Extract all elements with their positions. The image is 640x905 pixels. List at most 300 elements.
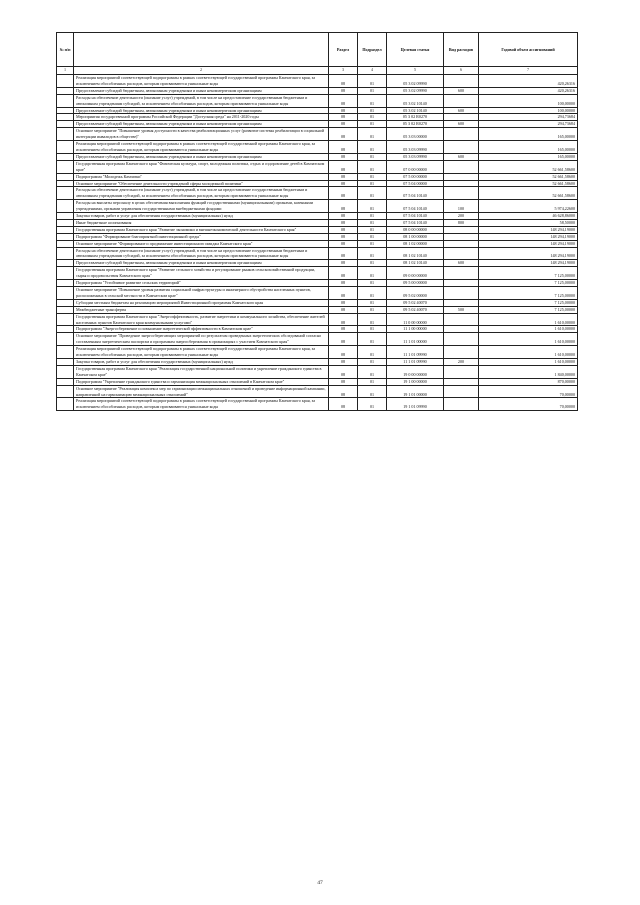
cell-expense-type	[444, 378, 479, 385]
cell-expense-type	[444, 247, 479, 260]
cell-expense-type	[444, 333, 479, 346]
table-row	[57, 333, 578, 346]
cell-name	[74, 226, 329, 233]
row-description: Основное мероприятие "Повышение уровня развития социальной инфраструктуры и инженерного обустройства населенных пунктов, расположенных в сельской местности в Камчатском крае"	[76, 287, 311, 298]
cell-podrazdel: 01	[358, 260, 387, 267]
cell-target-article: 05 3 03 09990	[387, 153, 444, 160]
cell-expense-type	[444, 398, 479, 411]
cell-name	[74, 107, 329, 114]
cell-target-article: 07 5 04 00000	[387, 180, 444, 187]
cell-target-article: 07 5 04 10140	[387, 219, 444, 226]
table-row	[57, 213, 578, 220]
cell-expense-type	[444, 114, 479, 121]
cell-annual-amount: 70,00000	[479, 398, 578, 411]
cell-razdel: 08	[329, 187, 358, 200]
table-row	[57, 200, 578, 213]
cell-target-article: 05 3 02 09990	[387, 87, 444, 94]
cell-target-article: 09 5 02 00000	[387, 287, 444, 300]
cell-razdel: 08	[329, 213, 358, 220]
row-description: Предоставление субсидий бюджетным, автономным учреждениям и иным некоммерческим организациям	[76, 107, 262, 113]
cell-annual-amount: 148 294,19000	[479, 226, 578, 233]
cell-expense-type	[444, 240, 479, 247]
cell-podrazdel: 01	[358, 213, 387, 220]
cell-podrazdel: 01	[358, 287, 387, 300]
column-number: 6	[444, 67, 479, 75]
row-description: Предоставление субсидий бюджетным, автономным учреждениям и иным некоммерческим организациям	[76, 87, 262, 93]
cell-name	[74, 121, 329, 128]
cell-target-article: 11 1 01 00000	[387, 333, 444, 346]
cell-expense-type	[444, 365, 479, 378]
table-row	[57, 385, 578, 398]
table-row	[57, 226, 578, 233]
header-razdel: Раздел	[329, 33, 358, 67]
cell-razdel: 08	[329, 75, 358, 88]
cell-target-article: 07 5 04 10140	[387, 187, 444, 200]
cell-podrazdel: 01	[358, 240, 387, 247]
cell-expense-type: 600	[444, 260, 479, 267]
cell-name	[74, 200, 329, 213]
cell-razdel: 08	[329, 306, 358, 313]
cell-podrazdel: 01	[358, 299, 387, 306]
column-number: 4	[358, 67, 387, 75]
cell-num	[57, 365, 74, 378]
cell-target-article: 19 1 01 09990	[387, 398, 444, 411]
row-description: Иные бюджетные ассигнования	[76, 219, 132, 225]
cell-target-article: 07 5 00 00000	[387, 173, 444, 180]
cell-annual-amount: 420,26316	[479, 75, 578, 88]
cell-expense-type	[444, 287, 479, 300]
row-description: Государственная программа Камчатского края "Развитие экономики и внешнеэкономической деятельности Камчатского края"	[76, 226, 297, 232]
table-row	[57, 75, 578, 88]
cell-num	[57, 213, 74, 220]
cell-podrazdel: 01	[358, 75, 387, 88]
cell-expense-type: 800	[444, 219, 479, 226]
cell-expense-type: 200	[444, 358, 479, 365]
table-row	[57, 180, 578, 187]
cell-podrazdel: 01	[358, 107, 387, 114]
cell-razdel: 08	[329, 107, 358, 114]
cell-podrazdel: 01	[358, 94, 387, 107]
cell-razdel: 08	[329, 87, 358, 94]
cell-expense-type	[444, 280, 479, 287]
cell-annual-amount: 7 125,00000	[479, 287, 578, 300]
table-row	[57, 378, 578, 385]
table-row	[57, 173, 578, 180]
cell-expense-type: 600	[444, 107, 479, 114]
cell-razdel: 08	[329, 313, 358, 326]
cell-podrazdel: 01	[358, 378, 387, 385]
cell-num	[57, 107, 74, 114]
cell-expense-type	[444, 94, 479, 107]
cell-annual-amount: 7 125,00000	[479, 280, 578, 287]
cell-target-article: 05 3 02 R0270	[387, 121, 444, 128]
row-description: Подпрограмма "Укрепление гражданского единства и гармонизация межнациональных отношений в Камчатском крае"	[76, 378, 285, 384]
cell-razdel: 08	[329, 173, 358, 180]
cell-name	[74, 87, 329, 94]
cell-name	[74, 233, 329, 240]
cell-num	[57, 346, 74, 359]
cell-podrazdel: 01	[358, 233, 387, 240]
cell-target-article: 11 0 00 00000	[387, 313, 444, 326]
budget-table	[56, 32, 578, 411]
cell-annual-amount: 52 661,58600	[479, 187, 578, 200]
cell-name	[74, 378, 329, 385]
row-description: Расходы на обеспечение деятельности (оказание услуг) учреждений, в том числе на предоставление государственным бюджетным и автономным учреждениям субсидий, за исключением обособленных расходов, которым присваиваются уникальные коды	[76, 187, 308, 199]
table-row	[57, 326, 578, 333]
cell-razdel: 08	[329, 326, 358, 333]
cell-target-article: 05 3 02 10140	[387, 107, 444, 114]
row-description: Реализация мероприятий соответствующей подпрограммы в рамках соответствующей государственной программы Камчатского края, за исключением обособленных расходов, которым присваиваются уникальные коды	[76, 346, 316, 358]
cell-razdel: 08	[329, 240, 358, 247]
header-annual-amount: Годовой объем ассигнований	[479, 33, 578, 67]
cell-target-article: 19 1 01 00000	[387, 385, 444, 398]
column-number-row	[57, 67, 578, 75]
row-description: Подпрограмма "Энергосбережение и повышение энергетической эффективности в Камчатском крае"	[76, 326, 253, 332]
cell-expense-type: 600	[444, 153, 479, 160]
cell-podrazdel: 01	[358, 385, 387, 398]
cell-annual-amount: 1 610,00000	[479, 333, 578, 346]
table-row	[57, 365, 578, 378]
cell-num	[57, 173, 74, 180]
row-description: Мероприятия государственной программы Российской Федерации "Доступная среда" на 2011-2020 годы	[76, 114, 259, 120]
cell-podrazdel: 01	[358, 200, 387, 213]
cell-target-article: 05 3 02 10140	[387, 94, 444, 107]
cell-expense-type	[444, 233, 479, 240]
row-description: Предоставление субсидий бюджетным, автономным учреждениям и иным некоммерческим организациям	[76, 121, 262, 127]
cell-razdel: 08	[329, 260, 358, 267]
cell-annual-amount: 148 294,19000	[479, 260, 578, 267]
cell-razdel: 08	[329, 121, 358, 128]
cell-annual-amount: 1 610,00000	[479, 358, 578, 365]
cell-podrazdel: 01	[358, 187, 387, 200]
cell-target-article: 09 5 02 40070	[387, 306, 444, 313]
cell-expense-type	[444, 326, 479, 333]
cell-num	[57, 313, 74, 326]
row-description: Реализация мероприятий соответствующей подпрограммы в рамках соответствующей государственной программы Камчатского края, за исключением обособленных расходов, которым присваиваются уникальные коды	[76, 141, 316, 152]
cell-name	[74, 326, 329, 333]
cell-podrazdel: 01	[358, 358, 387, 365]
row-description: Реализация мероприятий соответствующей подпрограммы в рамках соответствующей государственной программы Камчатского края, за исключением обособленных расходов, которым присваиваются уникальные коды	[76, 75, 316, 86]
cell-podrazdel: 01	[358, 226, 387, 233]
cell-podrazdel: 01	[358, 141, 387, 154]
table-row	[57, 346, 578, 359]
header-expense-type: Вид расходов	[444, 33, 479, 67]
table-row	[57, 114, 578, 121]
cell-razdel: 08	[329, 398, 358, 411]
column-number: 2	[74, 67, 329, 75]
table-row	[57, 280, 578, 287]
cell-annual-amount: 165,00000	[479, 128, 578, 141]
cell-razdel: 08	[329, 287, 358, 300]
row-description: Государственная программа Камчатского края "Энергоэффективность, развитие энергетики и коммунального хозяйства, обеспечение жителей населенных пунктов Камчатского края коммунальными услугами"	[76, 313, 325, 325]
cell-target-article: 09 5 00 00000	[387, 280, 444, 287]
cell-num	[57, 385, 74, 398]
cell-razdel: 08	[329, 280, 358, 287]
cell-name	[74, 260, 329, 267]
cell-annual-amount: 7 125,00000	[479, 267, 578, 280]
cell-num	[57, 180, 74, 187]
cell-razdel: 08	[329, 180, 358, 187]
cell-razdel: 08	[329, 385, 358, 398]
cell-name	[74, 299, 329, 306]
cell-annual-amount: 7 125,00000	[479, 299, 578, 306]
cell-podrazdel: 01	[358, 219, 387, 226]
table-row	[57, 87, 578, 94]
cell-razdel: 08	[329, 94, 358, 107]
row-description: Закупка товаров, работ и услуг для обеспечения государственных (муниципальных) нужд	[76, 213, 233, 219]
cell-annual-amount: 52 661,58600	[479, 160, 578, 173]
cell-num	[57, 160, 74, 173]
cell-podrazdel: 01	[358, 306, 387, 313]
cell-expense-type	[444, 299, 479, 306]
row-description: Предоставление субсидий бюджетным, автономным учреждениям и иным некоммерческим организациям	[76, 153, 262, 159]
cell-num	[57, 219, 74, 226]
cell-annual-amount: 1 840,00000	[479, 365, 578, 378]
row-description: Предоставление субсидий бюджетным, автономным учреждениям и иным некоммерческим организациям	[76, 260, 262, 266]
cell-num	[57, 187, 74, 200]
cell-num	[57, 128, 74, 141]
cell-razdel: 08	[329, 226, 358, 233]
cell-podrazdel: 01	[358, 87, 387, 94]
row-description: Закупка товаров, работ и услуг для обеспечения государственных (муниципальных) нужд	[76, 358, 233, 364]
cell-target-article: 09 0 00 00000	[387, 267, 444, 280]
cell-name	[74, 280, 329, 287]
header-podrazdel: Подраздел	[358, 33, 387, 67]
cell-annual-amount: 165,00000	[479, 153, 578, 160]
page-number: 47	[317, 880, 323, 886]
cell-annual-amount: 7 125,00000	[479, 306, 578, 313]
cell-target-article: 19 1 00 00000	[387, 378, 444, 385]
cell-name	[74, 141, 329, 154]
cell-name	[74, 128, 329, 141]
table-row	[57, 398, 578, 411]
cell-annual-amount: 1 610,00000	[479, 346, 578, 359]
cell-num	[57, 226, 74, 233]
table-row	[57, 121, 578, 128]
table-row	[57, 107, 578, 114]
table-row	[57, 313, 578, 326]
cell-podrazdel: 01	[358, 173, 387, 180]
cell-razdel: 08	[329, 358, 358, 365]
row-description: Подпрограмма "Формирование благоприятной инвестиционной среды"	[76, 233, 201, 239]
cell-name	[74, 180, 329, 187]
cell-podrazdel: 01	[358, 114, 387, 121]
cell-num	[57, 378, 74, 385]
cell-name	[74, 306, 329, 313]
cell-podrazdel: 01	[358, 121, 387, 128]
cell-annual-amount: 5 974,22600	[479, 200, 578, 213]
cell-podrazdel: 01	[358, 153, 387, 160]
cell-name	[74, 160, 329, 173]
cell-target-article: 11 1 01 09990	[387, 346, 444, 359]
cell-expense-type	[444, 160, 479, 173]
cell-num	[57, 333, 74, 346]
cell-num	[57, 358, 74, 365]
cell-target-article: 07 5 04 10140	[387, 213, 444, 220]
header-name	[74, 33, 329, 67]
table-row	[57, 287, 578, 300]
row-description: Основное мероприятие "Формирование и продвижение инвестиционного имиджа Камчатского края"	[76, 240, 253, 246]
cell-podrazdel: 01	[358, 346, 387, 359]
header-target-article: Целевая статья	[387, 33, 444, 67]
cell-name	[74, 153, 329, 160]
cell-expense-type: 500	[444, 306, 479, 313]
cell-target-article: 08 1 02 10140	[387, 260, 444, 267]
cell-expense-type: 200	[444, 213, 479, 220]
column-number: 5	[387, 67, 444, 75]
column-number: 3	[329, 67, 358, 75]
cell-podrazdel: 01	[358, 313, 387, 326]
table-row	[57, 306, 578, 313]
cell-name	[74, 267, 329, 280]
cell-name	[74, 219, 329, 226]
cell-annual-amount: 148 294,19000	[479, 240, 578, 247]
cell-annual-amount: 1 610,00000	[479, 326, 578, 333]
table-row	[57, 219, 578, 226]
table-row	[57, 153, 578, 160]
cell-name	[74, 213, 329, 220]
cell-name	[74, 398, 329, 411]
table-row	[57, 267, 578, 280]
cell-name	[74, 114, 329, 121]
cell-target-article: 07 5 04 10140	[387, 200, 444, 213]
cell-target-article: 11 1 01 09990	[387, 358, 444, 365]
cell-expense-type	[444, 346, 479, 359]
cell-num	[57, 280, 74, 287]
cell-annual-amount: 100,00000	[479, 94, 578, 107]
row-description: Основное мероприятие "Повышение уровня доступности в качества реабилитационных услуг (развитие системы реабилитации в социальной интеграции инвалидов в обществе)"	[76, 128, 325, 140]
cell-target-article: 07 0 00 00000	[387, 160, 444, 173]
cell-num	[57, 94, 74, 107]
cell-razdel: 08	[329, 200, 358, 213]
row-description: Государственная программа Камчатского края "Развитие сельского хозяйства и регулирование рынков сельскохозяйственной продукции, сырья и продовольствия Камчатского края"	[76, 267, 316, 279]
row-description: Субсидии местным бюджетам на реализацию мероприятий Инвестиционной программы Камчатского края	[76, 299, 264, 305]
cell-expense-type	[444, 128, 479, 141]
cell-razdel: 08	[329, 365, 358, 378]
cell-target-article: 08 1 02 00000	[387, 240, 444, 247]
cell-razdel: 08	[329, 128, 358, 141]
cell-name	[74, 287, 329, 300]
table-row	[57, 141, 578, 154]
cell-num	[57, 299, 74, 306]
row-description: Подпрограмма "Устойчивое развитие сельских территорий"	[76, 280, 181, 286]
column-number: 7	[479, 67, 578, 75]
cell-num	[57, 153, 74, 160]
table-row	[57, 247, 578, 260]
cell-razdel: 08	[329, 219, 358, 226]
row-description: Государственная программа Камчатского края "Физическая культура, спорт, молодежная политика, отдых и оздоровление детей в Камчатском крае"	[76, 160, 325, 172]
cell-num	[57, 267, 74, 280]
row-description: Основное мероприятие "Обеспечение деятельности учреждений сферы молодежной политики"	[76, 180, 243, 186]
cell-num	[57, 287, 74, 300]
table-row	[57, 94, 578, 107]
cell-name	[74, 333, 329, 346]
cell-num	[57, 233, 74, 240]
cell-razdel: 08	[329, 114, 358, 121]
cell-podrazdel: 01	[358, 365, 387, 378]
cell-annual-amount: 52 661,58600	[479, 180, 578, 187]
header-num: № п/п	[57, 33, 74, 67]
cell-annual-amount: 58,50000	[479, 219, 578, 226]
cell-podrazdel: 01	[358, 267, 387, 280]
budget-table-sheet	[56, 32, 577, 411]
cell-target-article: 08 0 00 00000	[387, 226, 444, 233]
cell-razdel: 08	[329, 378, 358, 385]
cell-num	[57, 200, 74, 213]
cell-target-article: 05 3 02 09990	[387, 75, 444, 88]
row-description: Основное мероприятие "Проведение энергосберегающих мероприятий по результатам проведенных энергетических обследований согласно составленным энергетическим паспортам и программам энергосбережения в организациях с участием Камчатского края"	[76, 333, 322, 345]
cell-podrazdel: 01	[358, 160, 387, 173]
row-description: Межбюджетные трансферты	[76, 306, 127, 312]
cell-razdel: 08	[329, 299, 358, 306]
cell-name	[74, 187, 329, 200]
cell-expense-type	[444, 75, 479, 88]
cell-name	[74, 94, 329, 107]
row-description: Расходы на обеспечение деятельности (оказание услуг) учреждений, в том числе на предоставление государственным бюджетным и автономным учреждениям субсидий, за исключением обособленных расходов, которым присваиваются уникальные коды	[76, 94, 308, 106]
cell-razdel: 08	[329, 233, 358, 240]
cell-expense-type	[444, 141, 479, 154]
cell-razdel: 08	[329, 333, 358, 346]
cell-num	[57, 398, 74, 411]
cell-name	[74, 313, 329, 326]
cell-expense-type	[444, 173, 479, 180]
cell-target-article: 05 3 03 09990	[387, 141, 444, 154]
cell-num	[57, 326, 74, 333]
cell-num	[57, 75, 74, 88]
cell-razdel: 08	[329, 153, 358, 160]
cell-podrazdel: 01	[358, 333, 387, 346]
cell-name	[74, 75, 329, 88]
cell-num	[57, 247, 74, 260]
cell-expense-type	[444, 385, 479, 398]
cell-name	[74, 240, 329, 247]
cell-name	[74, 365, 329, 378]
cell-target-article: 05 3 03 00000	[387, 128, 444, 141]
table-row	[57, 233, 578, 240]
table-row	[57, 358, 578, 365]
cell-podrazdel: 01	[358, 398, 387, 411]
cell-razdel: 08	[329, 160, 358, 173]
cell-expense-type	[444, 180, 479, 187]
cell-expense-type	[444, 187, 479, 200]
cell-annual-amount: 294,73684	[479, 114, 578, 121]
cell-target-article: 08 1 00 00000	[387, 233, 444, 240]
cell-target-article: 11 1 00 00000	[387, 326, 444, 333]
cell-target-article: 05 3 02 R0270	[387, 114, 444, 121]
cell-target-article: 19 0 00 00000	[387, 365, 444, 378]
cell-num	[57, 240, 74, 247]
cell-name	[74, 173, 329, 180]
table-row	[57, 128, 578, 141]
cell-name	[74, 346, 329, 359]
row-description: Государственная программа Камчатского края "Реализация государственной национальной политики и укрепление гражданского единства в Камчатском крае"	[76, 365, 322, 377]
cell-expense-type	[444, 313, 479, 326]
row-description: Расходы на выплаты персоналу в целях обеспечения выполнения функций государственными (муниципальными) органами, казенными учреждениями, органами управления государственными внебюджетными фондами	[76, 200, 314, 212]
table-row	[57, 260, 578, 267]
table-row	[57, 299, 578, 306]
cell-expense-type: 100	[444, 200, 479, 213]
table-row	[57, 240, 578, 247]
row-description: Расходы на обеспечение деятельности (оказание услуг) учреждений, в том числе на предоставление государственным бюджетным и автономным учреждениям субсидий, за исключением обособленных расходов, которым присваиваются уникальные коды	[76, 247, 308, 259]
cell-podrazdel: 01	[358, 180, 387, 187]
cell-annual-amount: 870,00000	[479, 378, 578, 385]
cell-annual-amount: 46 628,86000	[479, 213, 578, 220]
cell-expense-type	[444, 226, 479, 233]
cell-num	[57, 121, 74, 128]
cell-razdel: 08	[329, 247, 358, 260]
cell-annual-amount: 1 610,00000	[479, 313, 578, 326]
cell-annual-amount: 148 294,19000	[479, 233, 578, 240]
